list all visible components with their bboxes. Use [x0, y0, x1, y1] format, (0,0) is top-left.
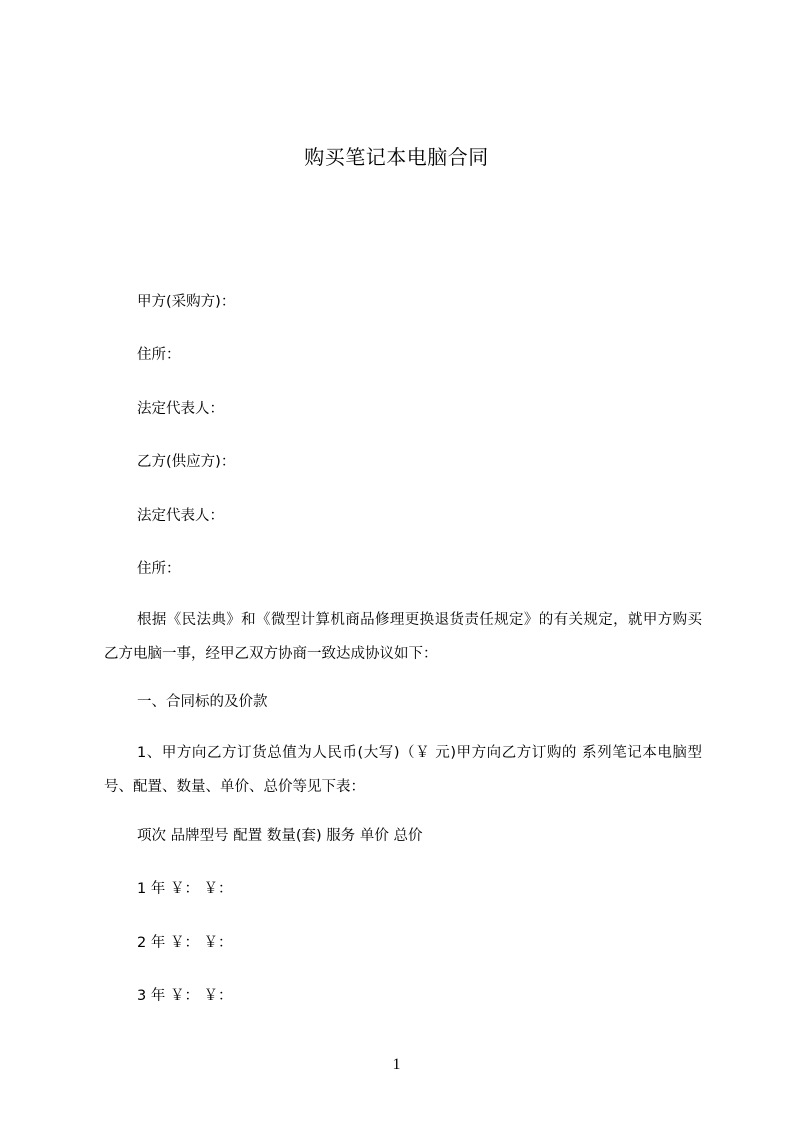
- party-b-label: 乙方(供应方)：: [137, 454, 236, 470]
- price-table-row: 2 年 ￥： ￥：: [137, 935, 233, 951]
- party-b-address-label: 住所：: [137, 561, 181, 577]
- preamble-paragraph: 根据《民法典》和《微型计算机商品修理更换退货责任规定》的有关规定，就甲方购买乙方电脑一事，经甲乙双方协商一致达成协议如下：: [104, 612, 702, 662]
- section-1-heading: 一、合同标的及价款: [137, 694, 268, 710]
- price-table-row: 3 年 ￥： ￥：: [137, 988, 233, 1004]
- page-number: 1: [392, 1056, 401, 1073]
- party-b-representative-label: 法定代表人：: [137, 508, 224, 524]
- party-a-label: 甲方(采购方)：: [137, 294, 236, 310]
- party-a-representative-label: 法定代表人：: [137, 401, 224, 417]
- price-table-row: 1 年 ￥： ￥：: [137, 881, 233, 897]
- price-table-header: 项次 品牌型号 配置 数量(套) 服务 单价 总价: [137, 828, 423, 844]
- document-title: 购买笔记本电脑合同: [304, 145, 489, 169]
- party-a-address-label: 住所：: [137, 347, 181, 363]
- clause-1-paragraph: 1、甲方向乙方订货总值为人民币(大写)（￥ 元)甲方向乙方订购的 系列笔记本电脑型号、配置、数量、单价、总价等见下表：: [104, 745, 702, 795]
